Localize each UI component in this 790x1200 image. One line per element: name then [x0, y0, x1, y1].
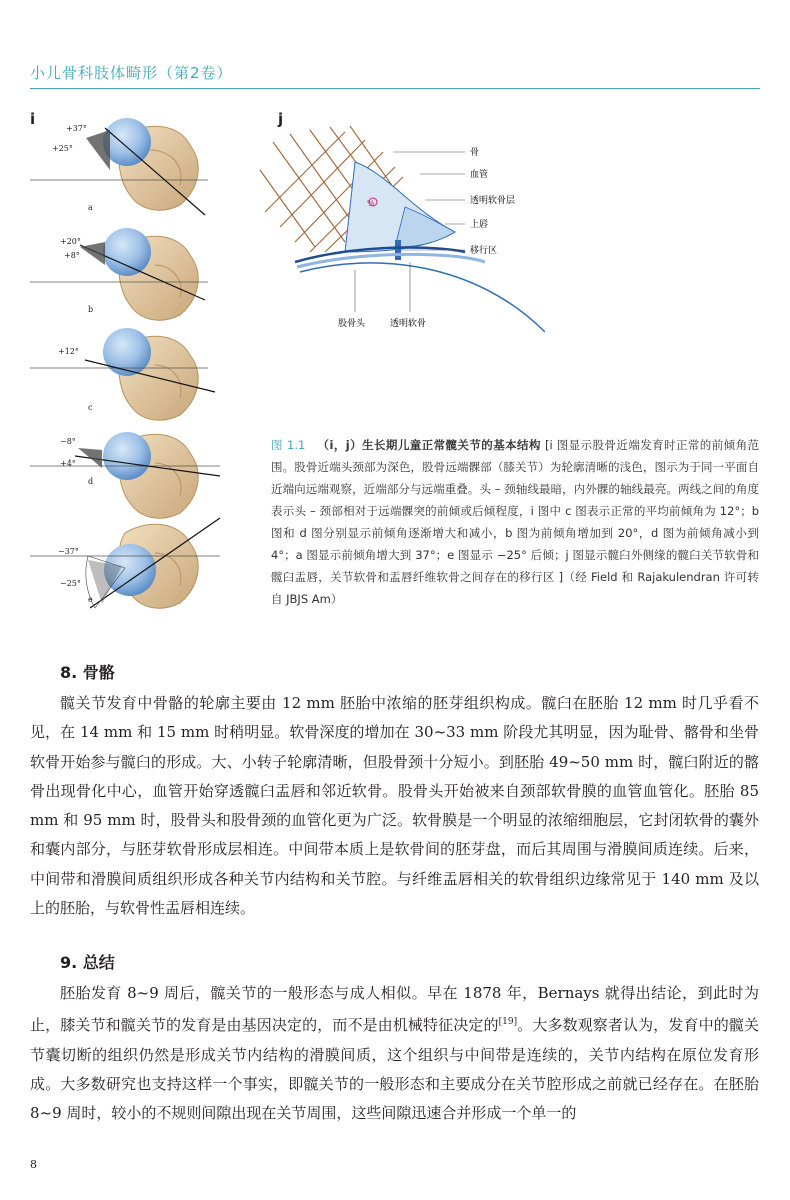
- label-bone: 骨: [470, 148, 480, 158]
- angle-a-upper: +37°: [66, 124, 87, 133]
- angle-d-lower: +4°: [60, 459, 76, 468]
- figure-caption-title: （i，j）生长期儿童正常髋关节的基本结构: [317, 438, 541, 452]
- svg-text:%: %: [367, 199, 375, 208]
- label-labrum: 上唇: [470, 220, 489, 230]
- sub-label-e: e: [88, 595, 93, 604]
- label-femoral-head: 股骨头: [338, 319, 366, 329]
- panel-label-j: j: [278, 110, 284, 128]
- angle-b-upper: +20°: [60, 237, 81, 246]
- femur-diagram-c: [30, 328, 215, 420]
- sub-label-b: b: [88, 305, 94, 314]
- anteversion-figure: [30, 110, 240, 620]
- running-header: 小儿骨科肢体畸形（第2卷）: [30, 64, 233, 82]
- figure-number: 图 1.1: [271, 438, 306, 452]
- label-vessel: 血管: [470, 170, 489, 180]
- angle-a-lower: +25°: [52, 144, 73, 153]
- section-8-paragraph: 髋关节发育中骨骼的轮廓主要由 12 mm 胚胎中浓缩的胚芽组织构成。髋臼在胚胎 12 mm 时几乎看不见，在 14 mm 和 15 mm 时稍明显。软骨深度的增加在 30~33 mm 阶段尤其明显，因为耻骨、髂骨和坐骨软骨开始参与髋臼的形成。大、小转子轮廓清晰，但股骨颈十分短小。到胚胎 49~50 mm 时，髋臼附近的髂骨出现骨化中心，血管开始穿透髋臼盂唇和邻近软骨。股骨头开始被来自颈部软骨膜的血管血管化。胚胎 85 mm 和 95 mm 时，股骨头和股骨颈的血管化更为广泛。软骨膜是一个明显的浓缩细胞层，它封闭软骨的囊外和囊内部分，与胚芽软骨形成层相连。中间带本质上是软骨间的胚芽盘，而后其周围与滑膜间质连续。后来，中间带和滑膜间质组织形成各种关节内结构和关节腔。与纤维盂唇相关的软骨组织边缘常见于 140 mm 及以上的胚胎，与软骨性盂唇相连续。: [30, 694, 759, 918]
- label-transition-zone: 移行区: [470, 246, 498, 256]
- angle-c: +12°: [58, 347, 79, 356]
- figure-caption-body: [i 图显示股骨近端发育时正常的前倾角范围。股骨近端头颈部为深色，股骨远端髁部（膝关节）为轮廓清晰的浅色，图示为于同一平面自近端向远端观察，近端部分与远端重叠。头 – 颈轴线最暗，内外髁的轴线最亮。两线之间的角度表示头 – 颈部相对于远端髁突的前倾或后倾程度，i 图中 c 图表示正常的平均前倾角为 12°；b 图和 d 图分别显示前倾角逐渐增大和减小，b 图为前倾角增加到 20°，d 图为前倾角减小到 4°；a 图显示前倾角增大到 37°；e 图显示 −25° 后倾；j 图显示髋臼外侧缘的髋臼关节软骨和髋臼盂唇，关节软骨和盂唇纤维软骨之间存在的移行区 ]（经 Field 和 Rajakulendran 许可转自 JBJS Am）: [271, 438, 759, 606]
- section-9-text-a: 胚胎发育 8~9 周后，髋关节的一般形态与成人相似。早在 1878 年，Bernays 就得出结论，到此时为止，膝关节和髋关节的发育是由基因决定的，而不是由机械特征决定的: [30, 984, 759, 1035]
- section-heading-9: 9. 总结: [60, 953, 115, 972]
- header-rule: [30, 88, 760, 89]
- femur-diagram-b: [30, 228, 208, 320]
- panel-label-i: i: [30, 110, 36, 128]
- acetabular-rim-figure: [255, 112, 545, 337]
- label-hyaline-layer: 透明软骨层: [470, 196, 516, 206]
- label-hyaline-cartilage: 透明软骨: [390, 319, 427, 329]
- sub-label-d: d: [88, 477, 94, 486]
- page-number: 8: [30, 1158, 37, 1171]
- section-9-paragraph: [30, 979, 759, 1128]
- angle-d-upper: −8°: [60, 437, 76, 446]
- citation-ref[interactable]: [19]: [498, 1017, 518, 1028]
- femur-diagram-a: [30, 118, 208, 215]
- sub-label-c: c: [88, 403, 93, 412]
- figure-caption: [271, 434, 759, 610]
- sub-label-a: a: [88, 203, 93, 212]
- section-9-text-b: 。大多数观察者认为，发育中的髋关节囊切断的组织仍然是形成关节内结构的滑膜间质，这个组织与中间带是连续的，关节内结构在原位发育形成。大多数研究也支持这样一个事实，即髋关节的一般形态和主要成分在关节腔形成之前就已经存在。在胚胎 8~9 周时，较小的不规则间隙出现在关节周围，这些间隙迅速合并形成一个单一的: [30, 1016, 759, 1123]
- femur-diagram-d: [30, 432, 220, 518]
- angle-e-upper: −37°: [58, 547, 79, 556]
- angle-e-lower: −25°: [60, 579, 81, 588]
- section-heading-8: 8. 骨骼: [60, 663, 115, 682]
- femur-diagram-e: [30, 518, 220, 608]
- angle-b-lower: +8°: [64, 251, 80, 260]
